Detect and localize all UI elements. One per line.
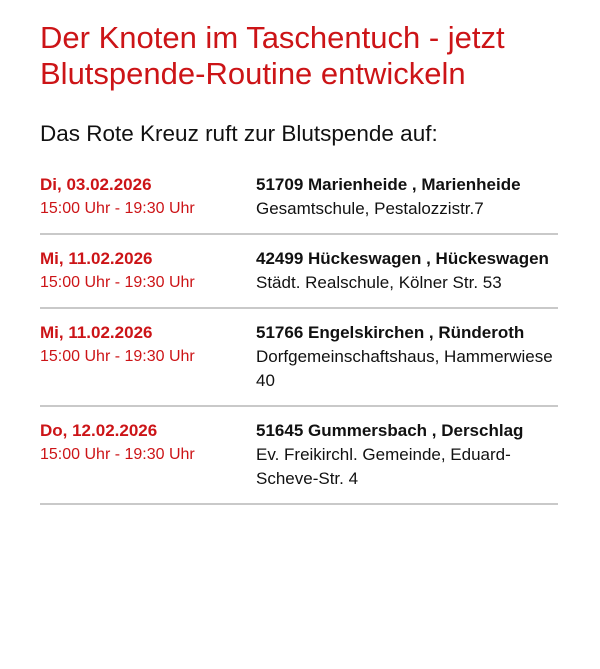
event-date: Mi, 11.02.2026 (40, 248, 153, 268)
event-city: 42499 Hückeswagen , Hückeswagen (256, 248, 549, 268)
event-row (40, 407, 558, 505)
event-city: 51766 Engelskirchen , Ründeroth (256, 322, 525, 342)
event-time: 15:00 Uhr - 19:30 Uhr (40, 347, 195, 365)
event-when (40, 419, 256, 491)
page-title: Der Knoten im Taschentuch - jetzt Blutspende-Routine entwickeln (40, 20, 505, 91)
event-list (40, 161, 558, 505)
event-city: 51709 Marienheide , Marienheide (256, 174, 521, 194)
event-where (256, 173, 558, 221)
event-when (40, 173, 256, 221)
event-date: Do, 12.02.2026 (40, 420, 158, 440)
event-city: 51645 Gummersbach , Derschlag (256, 420, 524, 440)
event-row (40, 309, 558, 407)
event-time: 15:00 Uhr - 19:30 Uhr (40, 273, 195, 291)
event-venue: Städt. Realschule, Kölner Str. 53 (256, 272, 502, 292)
event-venue: Gesamtschule, Pestalozzistr.7 (256, 198, 484, 218)
section-intro: Das Rote Kreuz ruft zur Blutspende auf: (40, 120, 438, 146)
event-time: 15:00 Uhr - 19:30 Uhr (40, 445, 195, 463)
event-venue: Ev. Freikirchl. Gemeinde, Eduard-Scheve-Str. 4 (256, 444, 511, 488)
event-date: Di, 03.02.2026 (40, 174, 152, 194)
event-where (256, 419, 558, 491)
event-row (40, 235, 558, 309)
event-row (40, 161, 558, 235)
event-when (40, 321, 256, 393)
event-when (40, 247, 256, 295)
event-date: Mi, 11.02.2026 (40, 322, 153, 342)
event-where (256, 247, 558, 295)
event-venue: Dorfgemeinschaftshaus, Hammerwiese 40 (256, 346, 553, 390)
event-time: 15:00 Uhr - 19:30 Uhr (40, 199, 195, 217)
event-where (256, 321, 558, 393)
